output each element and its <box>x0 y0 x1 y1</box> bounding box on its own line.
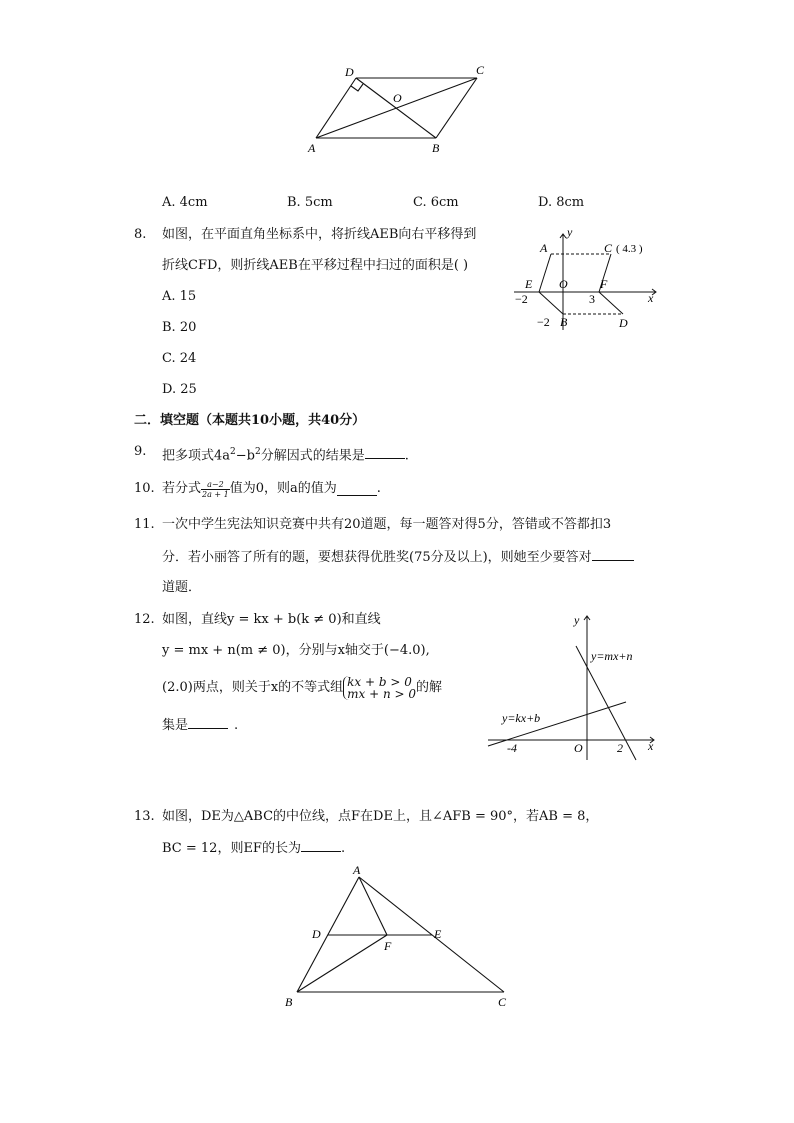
q12-inequality-system <box>343 676 416 700</box>
q11-number: 11. <box>134 517 155 532</box>
fig8-label-e: E <box>525 277 533 291</box>
q9-sup2: 2 <box>254 447 261 457</box>
q12-end: . <box>234 718 239 733</box>
q13-answer-blank <box>301 839 341 852</box>
side-ad <box>316 78 356 138</box>
segment-bf <box>297 935 387 992</box>
q10-answer-blank <box>337 483 377 496</box>
segment-eb <box>539 292 563 314</box>
fig8-label-d: D <box>619 316 628 330</box>
label-c: C <box>476 63 485 77</box>
q11-line2-wrap <box>162 548 634 567</box>
fig13-label-d: D <box>312 927 321 941</box>
q10-numerator: a−2 <box>201 480 230 490</box>
q13-line2-wrap <box>162 839 345 858</box>
q9-text <box>162 443 409 465</box>
fig12-label-y: y <box>574 613 580 627</box>
q12-line3-post: 的解 <box>416 680 443 695</box>
q7-option-b: B. 5cm <box>287 195 333 210</box>
right-angle-mark <box>351 84 363 91</box>
q9-number: 9. <box>134 444 147 459</box>
fig12-label-neg4: -4 <box>507 741 517 755</box>
q8-option-b: B. 20 <box>162 320 197 335</box>
q8-coordinate-figure <box>508 222 668 334</box>
side-cb <box>436 78 477 138</box>
q10-text <box>162 476 381 502</box>
q12-sys2: mx + n > 0 <box>347 687 417 701</box>
section-2-title: 二．填空题（本题共10小题，共40分） <box>134 413 366 428</box>
q12-line1: 如图，直线y = kx + b(k ≠ 0)和直线 <box>162 612 381 627</box>
label-o: O <box>393 91 402 105</box>
q12-sys1: kx + b > 0 <box>347 675 412 689</box>
q13-triangle-figure <box>280 860 520 1010</box>
q11-line1: 一次中学生宪法知识竞赛中共有20道题，每一题答对得5分，答错或不答都扣3 <box>162 517 612 532</box>
fig13-label-b: B <box>285 995 293 1009</box>
line-mx-n <box>576 646 636 760</box>
diagonal-db <box>356 78 436 138</box>
fig13-label-a: A <box>353 863 361 877</box>
q12-line2: y = mx + n(m ≠ 0)，分别与x轴交于(−4.0), <box>162 643 430 658</box>
fig8-coord-c: ( 4.3 ) <box>616 243 643 255</box>
q10-pre: 若分式 <box>162 481 202 496</box>
q11-line3: 道题． <box>162 580 202 595</box>
q12-line3-pre: (2.0)两点，则关于x的不等式组 <box>162 680 344 695</box>
q8-option-d: D. 25 <box>162 382 197 397</box>
fig8-label-c: C <box>604 241 613 255</box>
fig8-label-x: x <box>648 291 654 305</box>
q9-mid: −b <box>235 448 255 464</box>
q7-option-a: A. 4cm <box>162 195 208 210</box>
q12-line4 <box>162 716 238 735</box>
q8-number: 8. <box>134 227 147 242</box>
fig8-label-b: B <box>560 315 568 329</box>
q9-answer-blank <box>365 446 405 459</box>
fig8-label-o: O <box>559 277 568 291</box>
fig8-label-a: A <box>540 241 548 255</box>
q13-number: 13. <box>134 809 155 824</box>
q13-line1: 如图，DE为△ABC的中位线，点F在DE上，且∠AFB = 90°，若AB = 8， <box>162 809 599 824</box>
fig13-label-e: E <box>434 927 442 941</box>
fig8-label-3: 3 <box>589 292 595 306</box>
q12-line-graph <box>484 610 664 768</box>
q8-line2: 折线CFD，则折线AEB在平移过程中扫过的面积是( ) <box>162 258 469 273</box>
q10-post: 值为0，则a的值为 <box>229 481 337 496</box>
q9-pre: 把多项式4a <box>162 448 231 464</box>
q9-sup1: 2 <box>230 447 236 457</box>
fig12-label-kx-b: y=kx+b <box>502 711 541 725</box>
q8-line1: 如图，在平面直角坐标系中，将折线AEB向右平移得到 <box>162 227 477 242</box>
fig12-label-o: O <box>574 741 583 755</box>
q8-option-a: A. 15 <box>162 289 197 304</box>
q10-fraction <box>201 480 230 499</box>
q10-number: 10. <box>134 481 155 496</box>
q13-line2: BC = 12，则EF的长为 <box>162 841 301 856</box>
fig8-label-neg2: −2 <box>515 292 528 306</box>
q9-post: 分解因式的结果是 <box>260 448 365 464</box>
q10-end: . <box>376 481 381 496</box>
fig8-label-y: y <box>567 225 573 239</box>
parallelogram-figure <box>300 60 500 160</box>
q11-line2: 分．若小丽答了所有的题，要想获得优胜奖(75分及以上)，则她至少要答对 <box>162 550 592 565</box>
q12-line3 <box>162 675 442 701</box>
label-b: B <box>432 141 440 155</box>
fig8-label-neg2b: −2 <box>537 315 550 329</box>
q12-line4-text: 集是 <box>162 718 189 733</box>
q9-end: . <box>404 448 409 464</box>
fig13-label-c: C <box>498 995 507 1009</box>
q8-option-c: C. 24 <box>162 351 197 366</box>
q13-end: . <box>340 841 346 856</box>
q7-option-c: C. 6cm <box>413 195 459 210</box>
label-d: D <box>345 65 354 79</box>
segment-ea <box>539 254 551 292</box>
segment-fd <box>599 292 623 314</box>
q10-denominator: 2a + 1 <box>202 489 229 499</box>
q11-answer-blank <box>592 548 634 561</box>
label-a: A <box>308 141 316 155</box>
fig12-label-x: x <box>648 739 654 753</box>
q7-option-d: D. 8cm <box>538 195 585 210</box>
fig8-label-f: F <box>600 277 608 291</box>
q12-answer-blank <box>188 716 228 729</box>
segment-af <box>359 877 387 935</box>
fig13-label-f: F <box>384 939 392 953</box>
q12-number: 12. <box>134 612 155 627</box>
fig12-label-2: 2 <box>617 741 623 755</box>
fig12-label-mx-n: y=mx+n <box>591 649 633 663</box>
